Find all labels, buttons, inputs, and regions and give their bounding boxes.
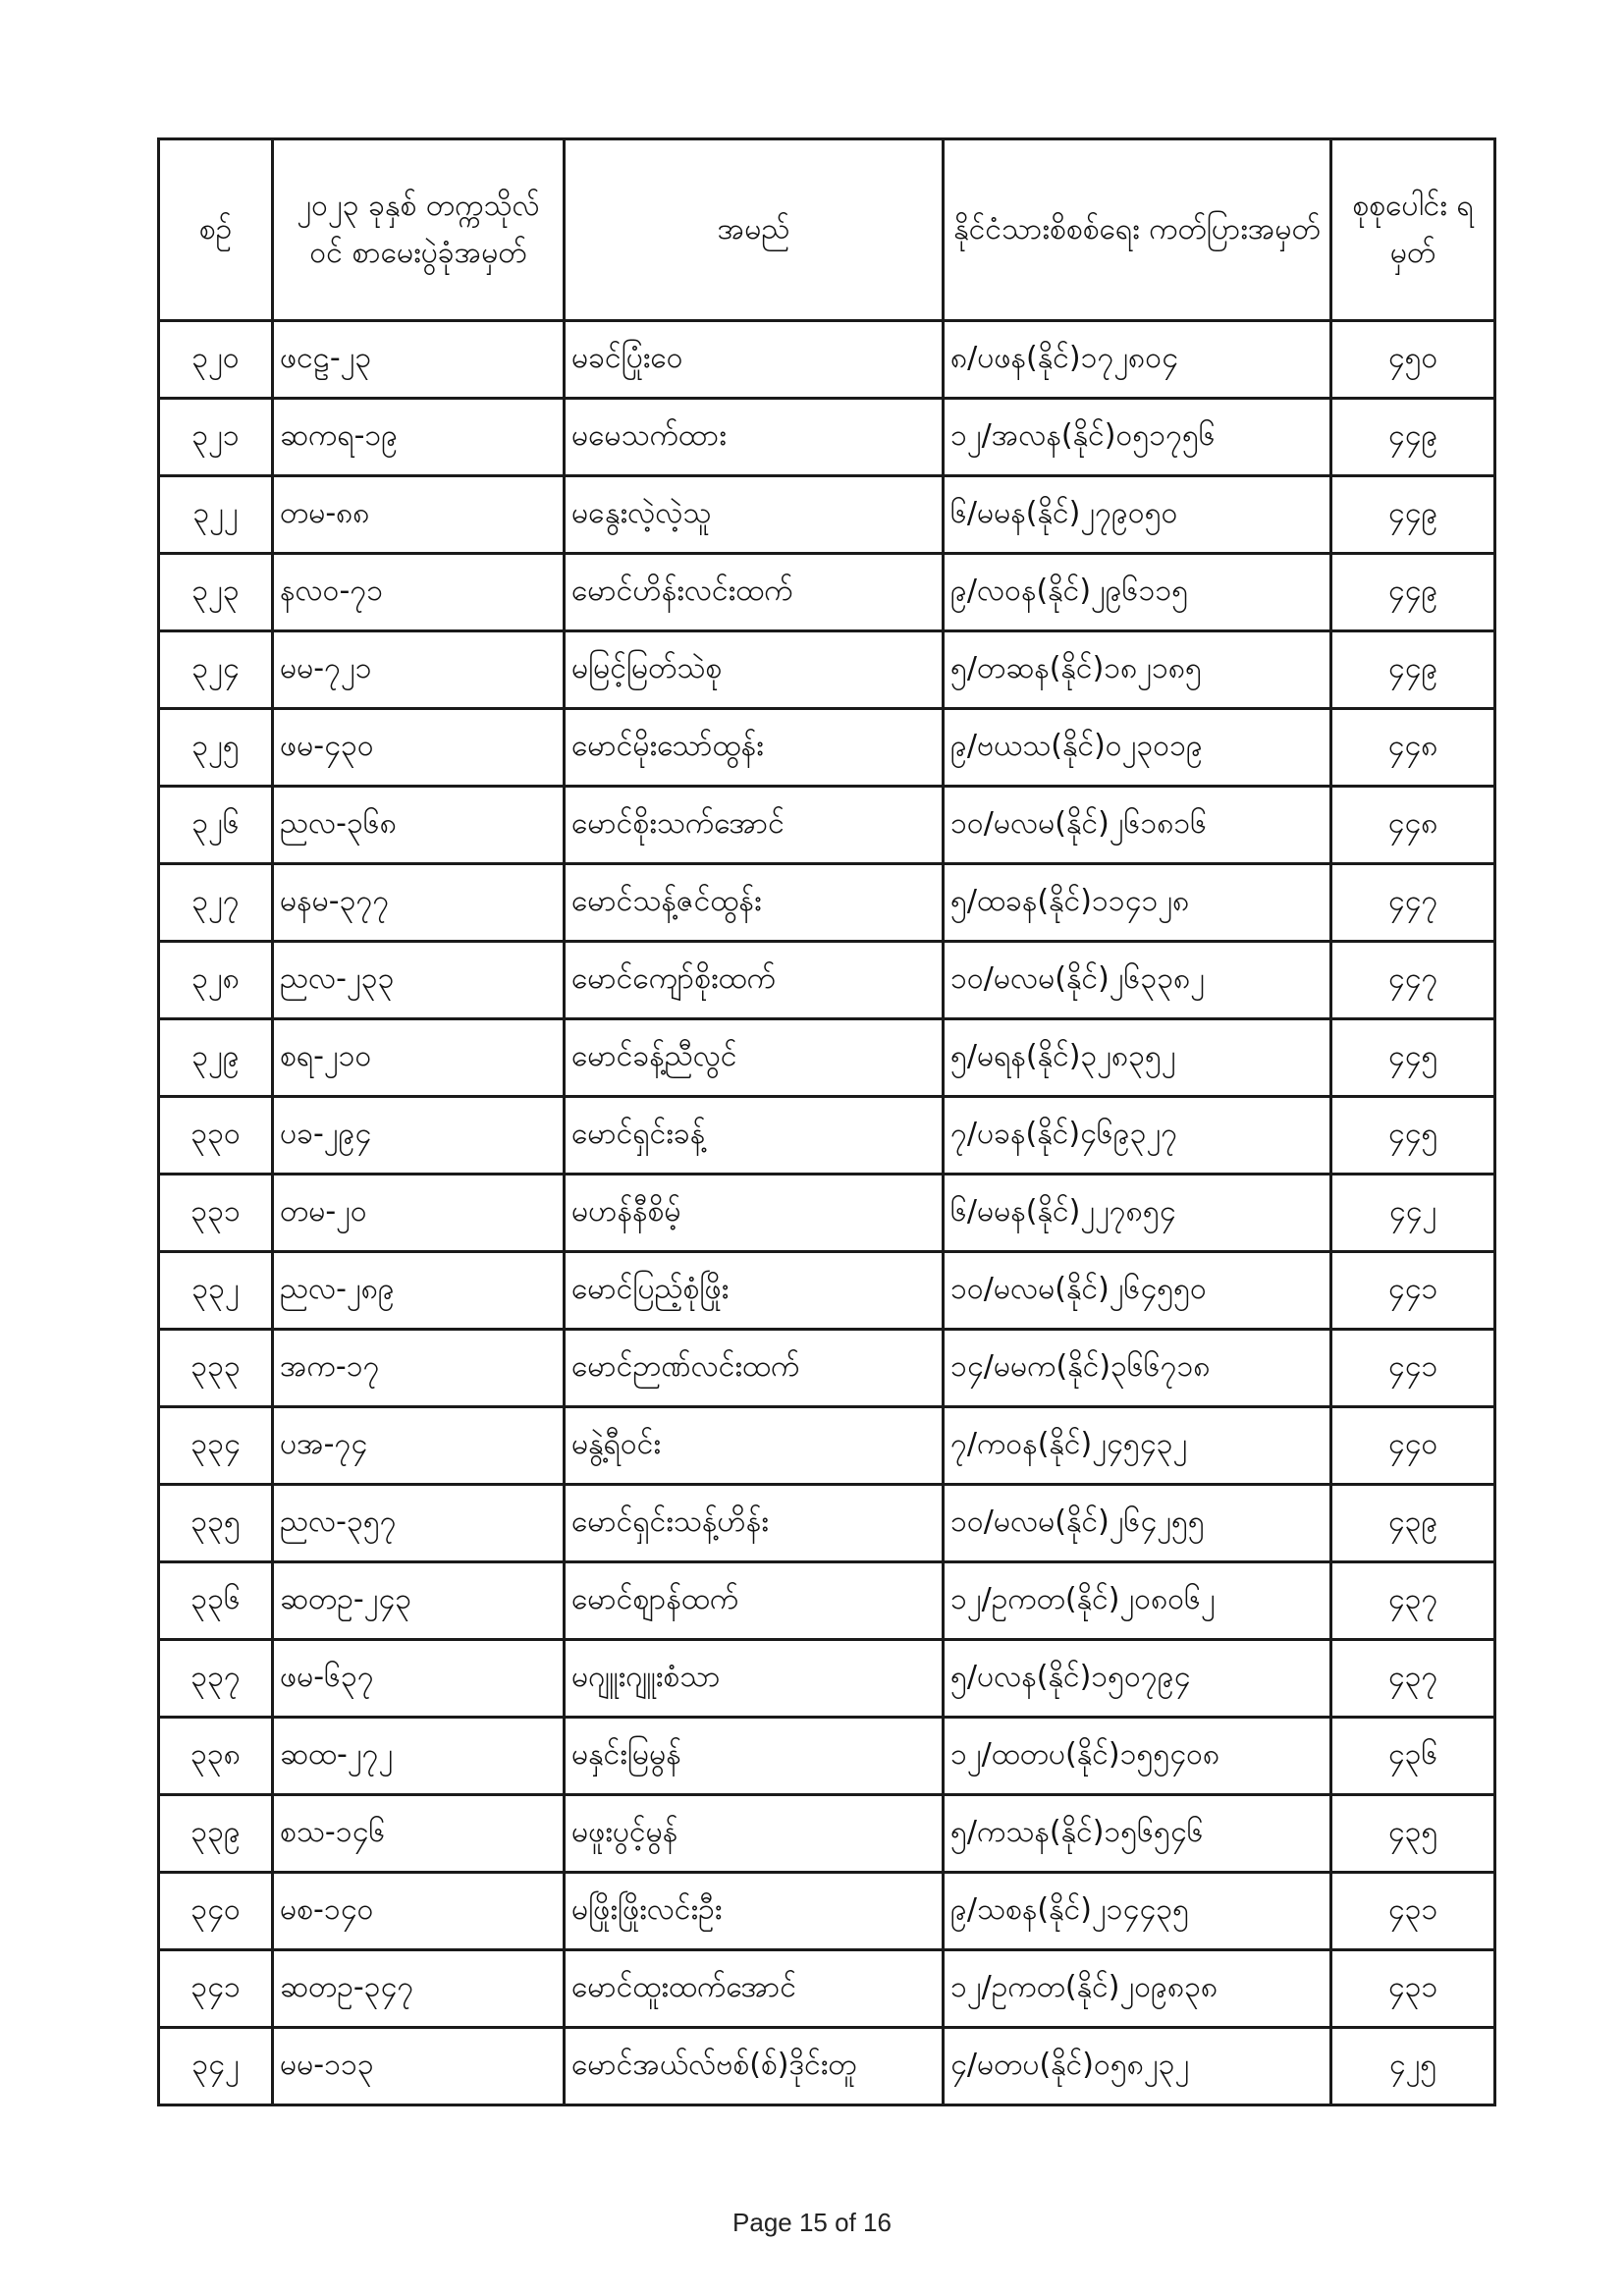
cell-nrc: ၅/ပလန(နိုင်)၁၅၀၇၉၄ [944,1640,1331,1718]
cell-nrc: ၉/လဝန(နိုင်)၂၉၆၁၁၅ [944,554,1331,631]
table-row [159,399,1495,476]
cell-serial: ၃၂၈ [159,942,273,1019]
cell-score: ၄၄၁ [1331,1330,1495,1407]
table-row [159,1097,1495,1175]
cell-name: မဂျူးဂျူးစံသာ [565,1640,944,1718]
header-exam-roll-number: ၂၀၂၃ ခုနှစ် တက္ကသိုလ်ဝင် စာမေးပွဲခုံအမှတ် [273,139,565,321]
cell-score: ၄၃၇ [1331,1640,1495,1718]
cell-exam-roll: နလဝ-၇၁ [273,554,565,631]
cell-name: မနှင်းမြမွန် [565,1718,944,1795]
header-nrc-number: နိုင်ငံသားစိစစ်ရေး ကတ်ပြားအမှတ် [944,139,1331,321]
cell-nrc: ၁၂/အလန(နိုင်)၀၅၁၇၅၆ [944,399,1331,476]
cell-exam-roll: စရ-၂၁၀ [273,1019,565,1097]
cell-serial: ၃၃၀ [159,1097,273,1175]
cell-nrc: ၆/မမန(နိုင်)၂၇၉၀၅၀ [944,476,1331,554]
cell-nrc: ၈/ပဖန(နိုင်)၁၇၂၈၀၄ [944,321,1331,399]
cell-serial: ၃၂၃ [159,554,273,631]
cell-serial: ၃၃၅ [159,1485,273,1562]
cell-nrc: ၇/ပခန(နိုင်)၄၆၉၃၂၇ [944,1097,1331,1175]
cell-name: မောင်ထူးထက်အောင် [565,1950,944,2028]
cell-serial: ၃၃၇ [159,1640,273,1718]
cell-nrc: ၆/မမန(နိုင်)၂၂၇၈၅၄ [944,1175,1331,1252]
table-row [159,476,1495,554]
cell-exam-roll: စသ-၁၄၆ [273,1795,565,1873]
cell-name: မဖြိုးဖြိုးလင်းဦး [565,1873,944,1950]
header-serial: စဉ် [159,139,273,321]
cell-serial: ၃၂၄ [159,631,273,709]
cell-serial: ၃၂၂ [159,476,273,554]
table-row [159,631,1495,709]
table-row [159,554,1495,631]
header-total-score: စုစုပေါင်း ရမှတ် [1331,139,1495,321]
table-row [159,1950,1495,2028]
cell-name: မောင်စိုးသက်အောင် [565,787,944,864]
cell-name: မောင်ဟိန်းလင်းထက် [565,554,944,631]
cell-exam-roll: ပအ-၇၄ [273,1407,565,1485]
cell-nrc: ၁၀/မလမ(နိုင်)၂၆၃၃၈၂ [944,942,1331,1019]
table-row [159,1252,1495,1330]
cell-exam-roll: ဆကရ-၁၉ [273,399,565,476]
cell-serial: ၃၂၆ [159,787,273,864]
cell-nrc: ၅/ကသန(နိုင်)၁၅၆၅၄၆ [944,1795,1331,1873]
results-table [157,137,1496,2106]
cell-serial: ၃၃၃ [159,1330,273,1407]
cell-serial: ၃၃၁ [159,1175,273,1252]
table-row [159,1175,1495,1252]
table-row [159,1640,1495,1718]
table-header-row [159,139,1495,321]
cell-serial: ၃၃၈ [159,1718,273,1795]
cell-score: ၄၄၈ [1331,709,1495,787]
cell-score: ၄၄၅ [1331,1019,1495,1097]
cell-exam-roll: ညလ-၃၅၇ [273,1485,565,1562]
cell-nrc: ၁၂/ထတပ(နိုင်)၁၅၅၄၀၈ [944,1718,1331,1795]
cell-score: ၄၄၉ [1331,554,1495,631]
cell-exam-roll: မမ-၇၂၁ [273,631,565,709]
cell-name: မောင်အယ်လ်ဗစ်(စ်)ဒိုင်းတူ [565,2028,944,2105]
cell-name: မောင်စျာန်ထက် [565,1562,944,1640]
table-row [159,321,1495,399]
cell-serial: ၃၂၇ [159,864,273,942]
cell-exam-roll: မမ-၁၁၃ [273,2028,565,2105]
cell-name: မနွေးလဲ့လဲ့သူ [565,476,944,554]
cell-score: ၄၄၀ [1331,1407,1495,1485]
cell-exam-roll: ညလ-၂၈၉ [273,1252,565,1330]
cell-exam-roll: ပခ-၂၉၄ [273,1097,565,1175]
cell-score: ၄၃၇ [1331,1562,1495,1640]
cell-name: မခင်ပြုံးဝေ [565,321,944,399]
page-number: Page 15 of 16 [732,2208,892,2237]
cell-score: ၄၄၉ [1331,399,1495,476]
cell-serial: ၃၂၉ [159,1019,273,1097]
table-row [159,1407,1495,1485]
table-body [159,321,1495,2105]
cell-nrc: ၇/ကဝန(နိုင်)၂၄၅၄၃၂ [944,1407,1331,1485]
cell-nrc: ၅/တဆန(နိုင်)၁၈၂၁၈၅ [944,631,1331,709]
cell-exam-roll: ဖမ-၆၃၇ [273,1640,565,1718]
cell-exam-roll: တမ-၈၈ [273,476,565,554]
cell-exam-roll: ဆတဥ-၃၄၇ [273,1950,565,2028]
cell-exam-roll: ဖမ-၄၃၀ [273,709,565,787]
table-row [159,942,1495,1019]
table-row [159,787,1495,864]
cell-name: မောင်ကျော်စိုးထက် [565,942,944,1019]
cell-serial: ၃၂၅ [159,709,273,787]
cell-score: ၄၄၅ [1331,1097,1495,1175]
cell-exam-roll: မစ-၁၄၀ [273,1873,565,1950]
cell-score: ၄၅၀ [1331,321,1495,399]
cell-nrc: ၅/ထခန(နိုင်)၁၁၄၁၂၈ [944,864,1331,942]
cell-serial: ၃၃၉ [159,1795,273,1873]
cell-exam-roll: ဖငဠ-၂၃ [273,321,565,399]
cell-nrc: ၉/သစန(နိုင်)၂၁၄၄၃၅ [944,1873,1331,1950]
cell-name: မမေသက်ထား [565,399,944,476]
table-row [159,709,1495,787]
cell-name: မဖူးပွင့်မွန် [565,1795,944,1873]
table-row [159,1718,1495,1795]
cell-score: ၄၄၉ [1331,476,1495,554]
cell-name: မောင်ခန့်ညီလွင် [565,1019,944,1097]
cell-exam-roll: ဆထ-၂၇၂ [273,1718,565,1795]
cell-serial: ၃၄၂ [159,2028,273,2105]
cell-name: မနွဲ့ရီဝင်း [565,1407,944,1485]
table-row [159,1019,1495,1097]
cell-serial: ၃၂၀ [159,321,273,399]
table-row [159,1873,1495,1950]
table-row [159,2028,1495,2105]
cell-nrc: ၅/မရန(နိုင်)၃၂၈၃၅၂ [944,1019,1331,1097]
cell-score: ၄၃၁ [1331,1873,1495,1950]
cell-exam-roll: တမ-၂၀ [273,1175,565,1252]
cell-serial: ၃၂၁ [159,399,273,476]
cell-score: ၄၃၉ [1331,1485,1495,1562]
cell-score: ၄၄၁ [1331,1252,1495,1330]
table-row [159,1330,1495,1407]
cell-name: မမြင့်မြတ်သဲစု [565,631,944,709]
cell-nrc: ၁၂/ဥကတ(နိုင်)၂၀၉၈၃၈ [944,1950,1331,2028]
table-row [159,864,1495,942]
cell-serial: ၃၃၆ [159,1562,273,1640]
cell-score: ၄၄၂ [1331,1175,1495,1252]
header-name: အမည် [565,139,944,321]
cell-score: ၄၃၅ [1331,1795,1495,1873]
cell-score: ၄၃၆ [1331,1718,1495,1795]
cell-score: ၄၂၅ [1331,2028,1495,2105]
table-row [159,1562,1495,1640]
cell-score: ၄၄၇ [1331,942,1495,1019]
cell-name: မဟန်နီစိမ့် [565,1175,944,1252]
cell-nrc: ၁၄/မမက(နိုင်)၃၆၆၇၁၈ [944,1330,1331,1407]
cell-nrc: ၁၂/ဥကတ(နိုင်)၂၀၈၀၆၂ [944,1562,1331,1640]
cell-score: ၄၄၉ [1331,631,1495,709]
cell-score: ၄၃၁ [1331,1950,1495,2028]
cell-nrc: ၉/ဗယသ(နိုင်)၀၂၃၀၁၉ [944,709,1331,787]
cell-nrc: ၄/မတပ(နိုင်)၀၅၈၂၃၂ [944,2028,1331,2105]
cell-nrc: ၁၀/မလမ(နိုင်)၂၆၄၅၅၀ [944,1252,1331,1330]
cell-name: မောင်ပြည့်စုံဖြိုး [565,1252,944,1330]
cell-serial: ၃၄၀ [159,1873,273,1950]
cell-exam-roll: ညလ-၃၆၈ [273,787,565,864]
cell-nrc: ၁၀/မလမ(နိုင်)၂၆၁၈၁၆ [944,787,1331,864]
cell-score: ၄၄၈ [1331,787,1495,864]
cell-serial: ၃၃၂ [159,1252,273,1330]
cell-name: မောင်ဉာဏ်လင်းထက် [565,1330,944,1407]
cell-nrc: ၁၀/မလမ(နိုင်)၂၆၄၂၅၅ [944,1485,1331,1562]
cell-name: မောင်သန့်ဇင်ထွန်း [565,864,944,942]
table-row [159,1485,1495,1562]
cell-exam-roll: ညလ-၂၃၃ [273,942,565,1019]
cell-serial: ၃၃၄ [159,1407,273,1485]
cell-name: မောင်မိုးသော်ထွန်း [565,709,944,787]
cell-score: ၄၄၇ [1331,864,1495,942]
table-row [159,1795,1495,1873]
cell-serial: ၃၄၁ [159,1950,273,2028]
cell-name: မောင်ရှင်းခန့် [565,1097,944,1175]
cell-exam-roll: အက-၁၇ [273,1330,565,1407]
cell-name: မောင်ရှင်းသန့်ဟိန်း [565,1485,944,1562]
cell-exam-roll: မနမ-၃၇၇ [273,864,565,942]
cell-exam-roll: ဆတဥ-၂၄၃ [273,1562,565,1640]
